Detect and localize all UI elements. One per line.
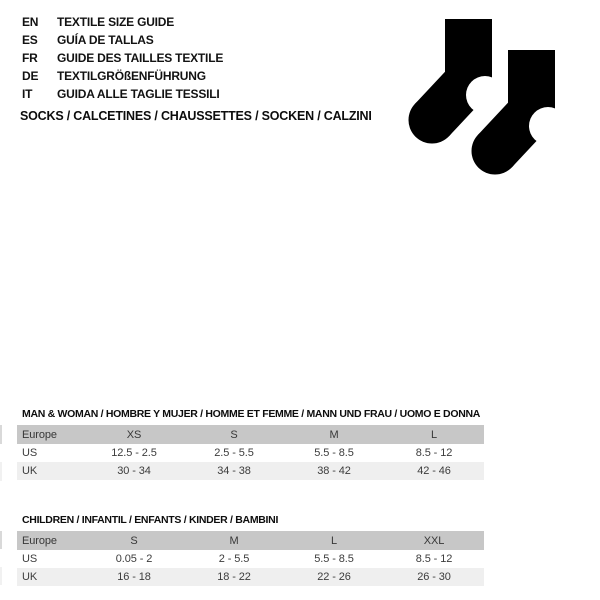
table-row-uk <box>17 462 484 480</box>
language-row <box>22 85 223 103</box>
size-table-children <box>17 531 484 586</box>
table-header-row <box>17 425 484 444</box>
size-cell: 18 - 22 <box>184 568 284 586</box>
header-cell: S <box>184 425 284 444</box>
size-cell: 22 - 26 <box>284 568 384 586</box>
row-label: UK <box>17 568 84 586</box>
language-label: TEXTILE SIZE GUIDE <box>57 15 175 29</box>
size-cell: 2 - 5.5 <box>218 553 250 565</box>
table-edge-artifact <box>0 462 2 481</box>
size-cell: 8.5 - 12 <box>415 553 453 565</box>
size-cell: 12.5 - 2.5 <box>111 447 157 459</box>
size-cell: 5.5 - 8.5 <box>314 553 354 565</box>
header-cell: L <box>284 531 384 550</box>
header-cell: XS <box>84 425 184 444</box>
size-table-man-woman <box>17 425 484 480</box>
language-row <box>22 13 223 31</box>
size-cell: 26 - 30 <box>384 568 484 586</box>
table-edge-artifact <box>0 425 2 444</box>
header-cell: L <box>384 425 484 444</box>
product-category-title: SOCKS / CALCETINES / CHAUSSETTES / SOCKEN / CALZINI <box>20 109 372 123</box>
language-row <box>22 67 223 85</box>
header-cell: S <box>84 531 184 550</box>
size-cell: 42 - 46 <box>384 462 484 480</box>
header-cell: Europe <box>17 531 84 550</box>
size-cell: 16 - 18 <box>84 568 184 586</box>
table-edge-artifact <box>0 531 2 549</box>
language-code: FR <box>22 51 38 65</box>
language-list <box>22 13 223 103</box>
language-label: TEXTILGRÖßENFÜHRUNG <box>57 69 206 83</box>
header-cell: XXL <box>384 531 484 550</box>
header-cell: M <box>284 425 384 444</box>
row-label: US <box>22 447 38 459</box>
table-row-uk <box>17 568 484 586</box>
language-code: DE <box>22 69 39 83</box>
size-cell: 0.05 - 2 <box>115 553 153 565</box>
size-cell: 8.5 - 12 <box>415 447 453 459</box>
table-row-us <box>17 444 484 462</box>
size-cell: 2.5 - 5.5 <box>214 447 254 459</box>
size-cell: 34 - 38 <box>184 462 284 480</box>
row-label: UK <box>17 462 84 480</box>
language-label: GUIDA ALLE TAGLIE TESSILI <box>57 87 220 101</box>
language-row <box>22 31 223 49</box>
size-cell: 5.5 - 8.5 <box>314 447 354 459</box>
size-cell: 38 - 42 <box>284 462 384 480</box>
language-code: EN <box>22 15 39 29</box>
socks-icon <box>407 19 562 177</box>
size-cell: 30 - 34 <box>84 462 184 480</box>
table-edge-artifact <box>0 567 2 585</box>
language-code: ES <box>22 33 38 47</box>
header-cell: Europe <box>17 425 84 444</box>
language-row <box>22 49 223 67</box>
table-title-man-woman: MAN & WOMAN / HOMBRE Y MUJER / HOMME ET FEMME / MANN UND FRAU / UOMO E DONNA <box>22 408 481 420</box>
language-label: GUIDE DES TAILLES TEXTILE <box>57 51 224 65</box>
language-label: GUÍA DE TALLAS <box>57 33 154 47</box>
table-title-children: CHILDREN / INFANTIL / ENFANTS / KINDER / BAMBINI <box>22 514 279 526</box>
header-cell: M <box>184 531 284 550</box>
table-header-row <box>17 531 484 550</box>
language-code: IT <box>22 87 33 101</box>
table-row-us <box>17 550 484 568</box>
row-label: US <box>22 553 38 565</box>
